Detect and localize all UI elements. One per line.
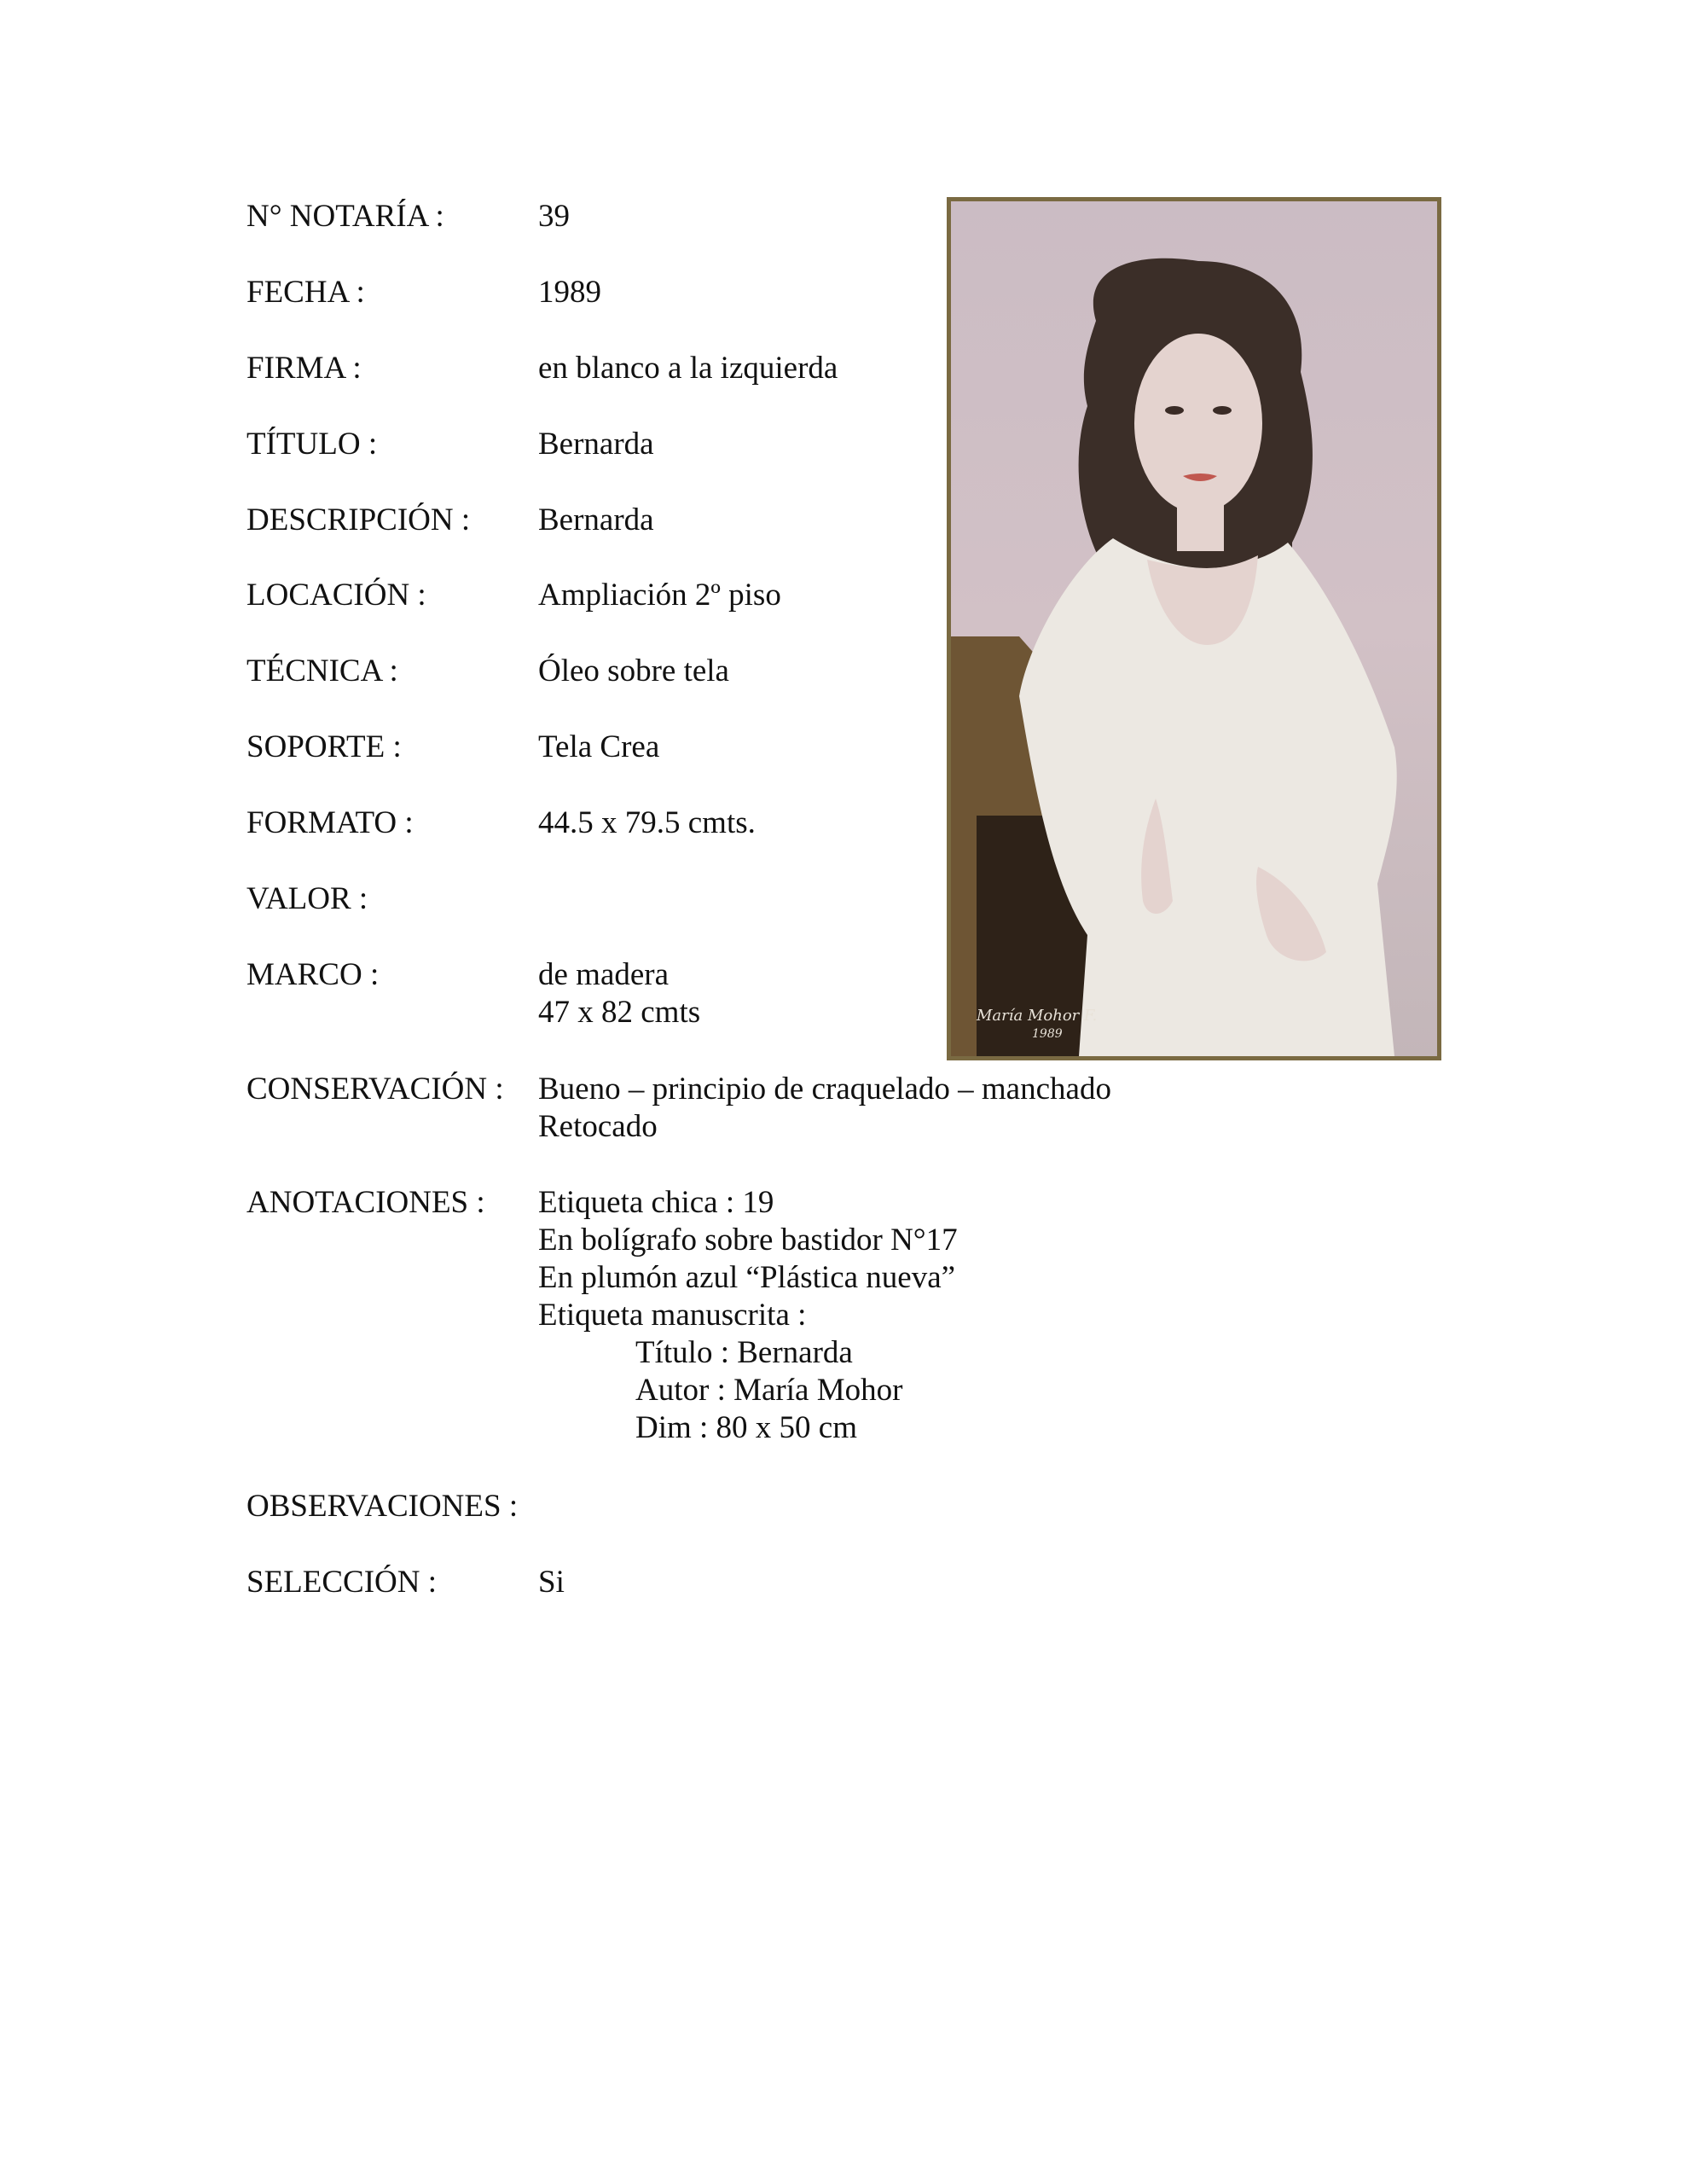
value-line: de madera xyxy=(538,957,670,992)
value-line: Bernarda xyxy=(538,427,654,462)
field-value xyxy=(538,198,570,235)
field-value xyxy=(538,1184,958,1447)
field-value xyxy=(538,956,700,1031)
value-line: 1989 xyxy=(538,275,601,310)
field-label: VALOR : xyxy=(246,881,368,916)
field-value xyxy=(538,1564,565,1601)
value-line: En plumón azul “Plástica nueva” xyxy=(538,1260,956,1295)
painting-signature-year: 1989 xyxy=(1032,1027,1063,1041)
field-label: SOPORTE : xyxy=(246,729,402,764)
painting-signature: María Mohor F. xyxy=(977,1007,1098,1025)
value-line: Óleo sobre tela xyxy=(538,653,729,688)
field-label: TÉCNICA : xyxy=(246,653,398,688)
field-label: DESCRIPCIÓN : xyxy=(246,502,471,537)
value-line: 47 x 82 cmts xyxy=(538,995,701,1030)
field-label: MARCO : xyxy=(246,957,380,992)
field-label: FORMATO : xyxy=(246,805,414,840)
field-label: OBSERVACIONES : xyxy=(246,1489,519,1524)
field-value xyxy=(538,577,781,614)
field-label: LOCACIÓN : xyxy=(246,578,426,613)
value-line: Ampliación 2º piso xyxy=(538,578,781,613)
field-label: FECHA : xyxy=(246,275,365,310)
value-line: 39 xyxy=(538,199,570,234)
field-label: FIRMA : xyxy=(246,351,362,386)
field-label: SELECCIÓN : xyxy=(246,1565,438,1600)
value-line: Si xyxy=(538,1565,565,1600)
value-line: Bernarda xyxy=(538,502,654,537)
value-line: Etiqueta chica : 19 xyxy=(538,1185,774,1220)
painting-image xyxy=(947,197,1441,1060)
field-value xyxy=(538,653,729,690)
value-line: Retocado xyxy=(538,1109,658,1144)
value-line: Etiqueta manuscrita : xyxy=(538,1298,807,1333)
field-value xyxy=(538,729,659,766)
field-value xyxy=(538,804,756,842)
painting-eye-left xyxy=(1165,406,1184,415)
field-value xyxy=(538,1071,1111,1146)
field-value xyxy=(538,274,601,311)
value-line: Tela Crea xyxy=(538,729,660,764)
value-line: en blanco a la izquierda xyxy=(538,351,838,386)
painting-neck-column xyxy=(1177,491,1224,551)
painting-eye-right xyxy=(1213,406,1232,415)
painting-illustration xyxy=(951,201,1437,1056)
field-label: TÍTULO : xyxy=(246,427,378,462)
value-subline: Dim : 80 x 50 cm xyxy=(635,1410,858,1445)
field-label: N° NOTARÍA : xyxy=(246,199,444,234)
field-value xyxy=(538,502,654,539)
painting-face xyxy=(1134,334,1262,513)
value-subline: Autor : María Mohor xyxy=(635,1373,903,1408)
value-line: Bueno – principio de craquelado – manchado xyxy=(538,1072,1111,1107)
value-line: En bolígrafo sobre bastidor N°17 xyxy=(538,1223,958,1258)
field-label: ANOTACIONES : xyxy=(246,1185,485,1220)
field-label: CONSERVACIÓN : xyxy=(246,1072,504,1107)
field-value xyxy=(538,350,838,387)
value-subline: Título : Bernarda xyxy=(635,1335,853,1370)
value-line: 44.5 x 79.5 cmts. xyxy=(538,805,756,840)
field-value xyxy=(538,426,654,463)
